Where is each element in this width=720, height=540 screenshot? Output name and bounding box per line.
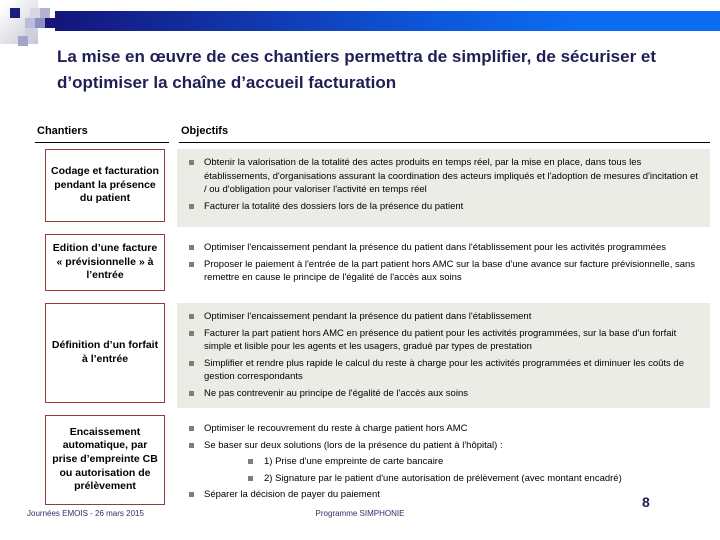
chantier-label: Edition d’une facture « prévisionnelle » à l’entrée: [52, 242, 158, 282]
objectif-item: [177, 455, 700, 469]
column-header-chantiers: Chantiers: [35, 125, 169, 143]
pixel-square: [10, 8, 20, 18]
footer-date: Journées EMOIS - 26 mars 2015: [27, 509, 144, 518]
chantier-cell: [35, 149, 167, 227]
objectif-item: [177, 439, 700, 453]
square-bullet-icon: [189, 361, 194, 366]
table-row: [35, 149, 710, 227]
objectif-text: 2) Signature par le patient d'une autorisation de prélèvement (avec montant encadré): [264, 472, 622, 484]
chantier-cell: [35, 303, 167, 408]
objectif-item: [177, 472, 700, 486]
square-bullet-icon: [248, 476, 253, 481]
pixel-square: [18, 36, 28, 46]
table-rows: [35, 149, 710, 510]
pixel-square: [25, 18, 35, 28]
square-bullet-icon: [189, 331, 194, 336]
square-bullet-icon: [189, 262, 194, 267]
objectifs-cell: [177, 234, 710, 296]
chantier-label: Définition d’un forfait à l’entrée: [51, 339, 159, 365]
square-bullet-icon: [189, 492, 194, 497]
objectif-text: Ne pas contrevenir au principe de l'égalité de l'accès aux soins: [204, 387, 468, 399]
column-header-objectifs: Objectifs: [179, 125, 710, 143]
objectif-text: Séparer la décision de payer du paiement: [204, 489, 380, 500]
square-bullet-icon: [189, 426, 194, 431]
slide-title: La mise en œuvre de ces chantiers permettra de simplifier, de sécuriser et d’optimiser la chaîne d’accueil facturation: [57, 47, 657, 92]
objectif-item: [177, 310, 700, 324]
objectif-text: Proposer le paiement à l'entrée de la part patient hors AMC sur la base d'une avance sur facture prévisionnelle, sans remettre en cause le principe de l'égalité de l'accès aux soins: [204, 258, 696, 283]
objectif-text: Se baser sur deux solutions (lors de la présence du patient à l'hôpital) :: [204, 439, 503, 451]
footer-program: Programme SIMPHONIE: [315, 509, 405, 518]
square-bullet-icon: [248, 459, 253, 464]
chantier-box: [45, 149, 165, 222]
objectifs-cell: [177, 149, 710, 227]
objectif-text: Facturer la part patient hors AMC en présence du patient pour les activités programmées, sur la base d'un forfait simple et lisible pour les agents et les usagers, gradué par types de prestation: [204, 327, 677, 352]
chantiers-objectifs-table: [35, 125, 710, 517]
square-bullet-icon: [189, 314, 194, 319]
objectif-item: [177, 156, 700, 197]
objectif-item: [177, 488, 700, 502]
objectif-text: Obtenir la valorisation de la totalité des actes produits en temps réel, par la mise en place, dans tous les établissements, d'organisations assurant la coordination des acteurs impliqués et l'adoption de mesures d'incitation et / ou d'obligation pour valoriser l'activité en temps réel: [204, 157, 698, 195]
square-bullet-icon: [189, 443, 194, 448]
objectif-text: 1) Prise d'une empreinte de carte bancaire: [264, 456, 444, 467]
objectif-text: Simplifier et rendre plus rapide le calcul du reste à charge pour les activités programmées et diminuer les coûts de gestion correspondants: [204, 357, 684, 382]
objectif-text: Optimiser le recouvrement du reste à charge patient hors AMC: [204, 423, 468, 434]
chantier-cell: [35, 234, 167, 296]
chantier-box: [45, 415, 165, 505]
pixel-square: [30, 8, 40, 18]
page-number: 8: [642, 494, 650, 510]
objectif-item: [177, 422, 700, 436]
objectif-item: [177, 387, 700, 401]
square-bullet-icon: [189, 391, 194, 396]
objectifs-cell: [177, 415, 710, 510]
chantier-cell: [35, 415, 167, 510]
objectif-item: [177, 357, 700, 384]
chantier-label: Codage et facturation pendant la présence du patient: [51, 165, 159, 205]
table-row: [35, 234, 710, 296]
pixel-square: [40, 8, 50, 18]
objectif-item: [177, 327, 700, 354]
top-bar: [55, 11, 720, 31]
objectif-item: [177, 241, 700, 255]
pixel-square: [35, 18, 45, 28]
square-bullet-icon: [189, 160, 194, 165]
square-bullet-icon: [189, 245, 194, 250]
table-row: [35, 415, 710, 510]
chantier-label: Encaissement automatique, par prise d’empreinte CB ou autorisation de prélèvement: [52, 425, 158, 493]
objectif-item: [177, 258, 700, 285]
objectif-text: Optimiser l'encaissement pendant la présence du patient dans l'établissement pour les activités programmées: [204, 242, 666, 253]
objectif-text: Optimiser l'encaissement pendant la présence du patient dans l'établissement: [204, 311, 532, 322]
chantier-box: [45, 303, 165, 403]
table-row: [35, 303, 710, 408]
pixel-square: [45, 18, 55, 28]
objectifs-cell: [177, 303, 710, 408]
table-header-row: [35, 125, 710, 143]
objectif-text: Facturer la totalité des dossiers lors de la présence du patient: [204, 200, 464, 212]
chantier-box: [45, 234, 165, 291]
square-bullet-icon: [189, 204, 194, 209]
objectif-item: [177, 200, 700, 214]
